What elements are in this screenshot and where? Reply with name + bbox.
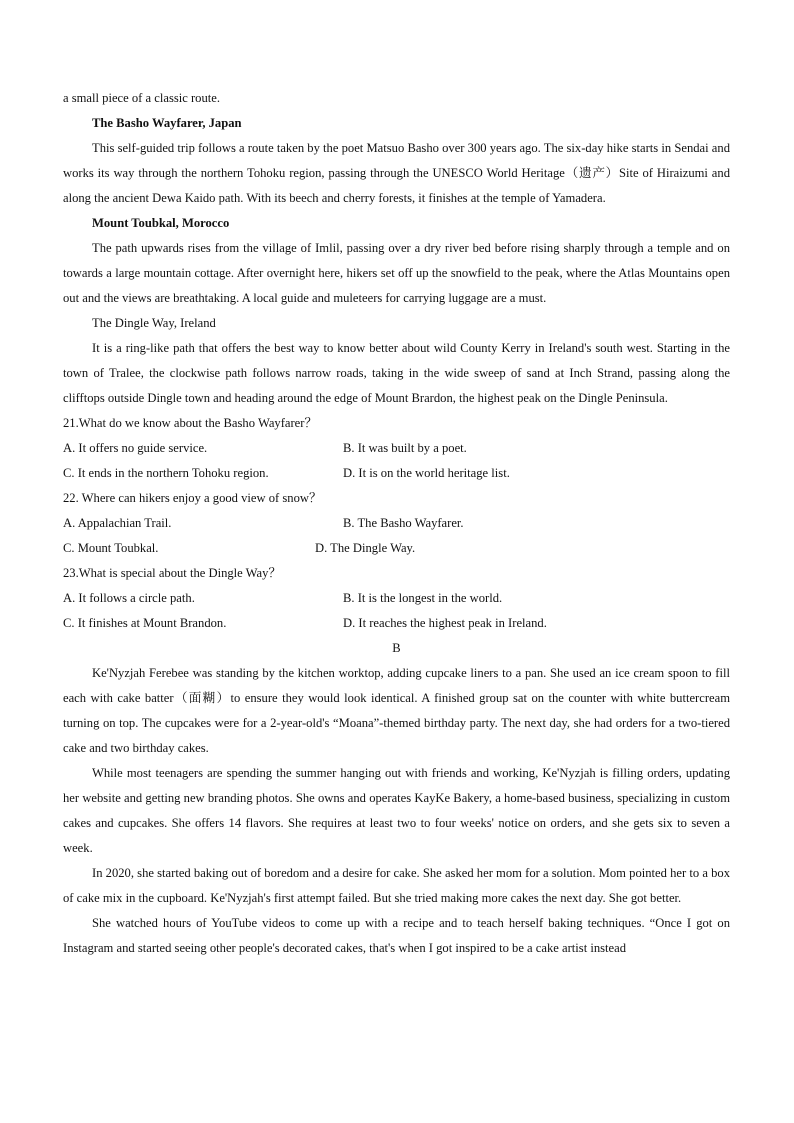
passage-b-paragraph-1: Ke'Nyzjah Ferebee was standing by the kitchen worktop, adding cupcake liners to a pan. She used an ice cream spoon to fill each with cake batter（面糊）to ensure they would look identical. A finished group sat on the counter with white buttercream turning on top. The cupcakes were for a 2-year-old's “Moana”-themed birthday party. The next day, she had orders for a two-tiered cake and two birthday cakes. — [63, 666, 730, 755]
question-23-stem: 23.What is special about the Dingle Way？ — [63, 566, 282, 580]
question-21-option-d: D. It is on the world heritage list. — [343, 466, 510, 480]
intro-fragment: a small piece of a classic route. — [63, 91, 221, 105]
question-22-stem: 22. Where can hikers enjoy a good view of snow？ — [63, 491, 322, 505]
question-21-option-b: B. It was built by a poet. — [343, 441, 467, 455]
question-22-option-b: B. The Basho Wayfarer. — [343, 516, 464, 530]
question-22-options-row-2 — [63, 536, 730, 561]
section-title-toubkal: Mount Toubkal, Morocco — [92, 216, 230, 230]
question-23-option-a: A. It follows a circle path. — [63, 591, 195, 605]
section-title-dingle: The Dingle Way, Ireland — [92, 316, 216, 330]
question-23-option-b: B. It is the longest in the world. — [343, 591, 503, 605]
question-21-stem: 21.What do we know about the Basho Wayfarer？ — [63, 416, 318, 430]
question-22-option-d: D. The Dingle Way. — [315, 541, 416, 555]
question-23-options-row-2 — [63, 611, 730, 636]
question-23-option-c: C. It finishes at Mount Brandon. — [63, 616, 227, 630]
section-title-basho: The Basho Wayfarer, Japan — [92, 116, 242, 130]
question-21-options-row-2 — [63, 461, 730, 486]
passage-b-paragraph-2: While most teenagers are spending the summer hanging out with friends and working, Ke'Nyzjah is filling orders, updating her website and getting new branding photos. She owns and operates KayKe Bakery, a home-based business, specializing in custom cakes and cupcakes. She offers 14 flavors. She requires at least two to four weeks' notice on orders, and she gets six to seven a week. — [63, 766, 730, 855]
question-22-option-a: A. Appalachian Trail. — [63, 516, 172, 530]
passage-b-paragraph-3: In 2020, she started baking out of boredom and a desire for cake. She asked her mom for a solution. Mom pointed her to a box of cake mix in the cupboard. Ke'Nyzjah's first attempt failed. But she tried making more cakes the next day. She got better. — [63, 866, 730, 905]
question-21-option-c: C. It ends in the northern Tohoku region. — [63, 466, 269, 480]
section-body-toubkal: The path upwards rises from the village of Imlil, passing over a dry river bed before rising sharply through a temple and on towards a large mountain cottage. After overnight here, hikers set off up the snowfield to the peak, where the Atlas Mountains open out and the views are breathtaking. A local guide and muleteers for carrying luggage are a must. — [63, 241, 730, 305]
section-body-basho: This self-guided trip follows a route taken by the poet Matsuo Basho over 300 years ago. The six-day hike starts in Sendai and works its way through the northern Tohoku region, passing through the UNESCO World Heritage（遗产）Site of Hiraizumi and along the ancient Dewa Kaido path. With its beech and cherry forests, it finishes at the temple of Yamadera. — [63, 141, 730, 205]
question-22-options-row-1 — [63, 511, 730, 536]
document-page — [63, 86, 730, 961]
question-22-option-c: C. Mount Toubkal. — [63, 541, 159, 555]
passage-b-letter: B — [392, 641, 401, 655]
question-21-option-a: A. It offers no guide service. — [63, 441, 208, 455]
question-23-options-row-1 — [63, 586, 730, 611]
passage-b-paragraph-4: She watched hours of YouTube videos to come up with a recipe and to teach herself baking techniques. “Once I got on Instagram and started seeing other people's decorated cakes, that's when I got inspired to be a cake artist instead — [63, 916, 730, 955]
question-21-options-row-1 — [63, 436, 730, 461]
section-body-dingle: It is a ring-like path that offers the best way to know better about wild County Kerry in Ireland's south west. Starting in the town of Tralee, the clockwise path follows narrow roads, taking in the wide sweep of sand at Inch Strand, passing along the clifftops outside Dingle town and heading around the edge of Mount Brardon, the highest peak on the Dingle Peninsula. — [63, 341, 730, 405]
question-23-option-d: D. It reaches the highest peak in Ireland. — [343, 616, 547, 630]
